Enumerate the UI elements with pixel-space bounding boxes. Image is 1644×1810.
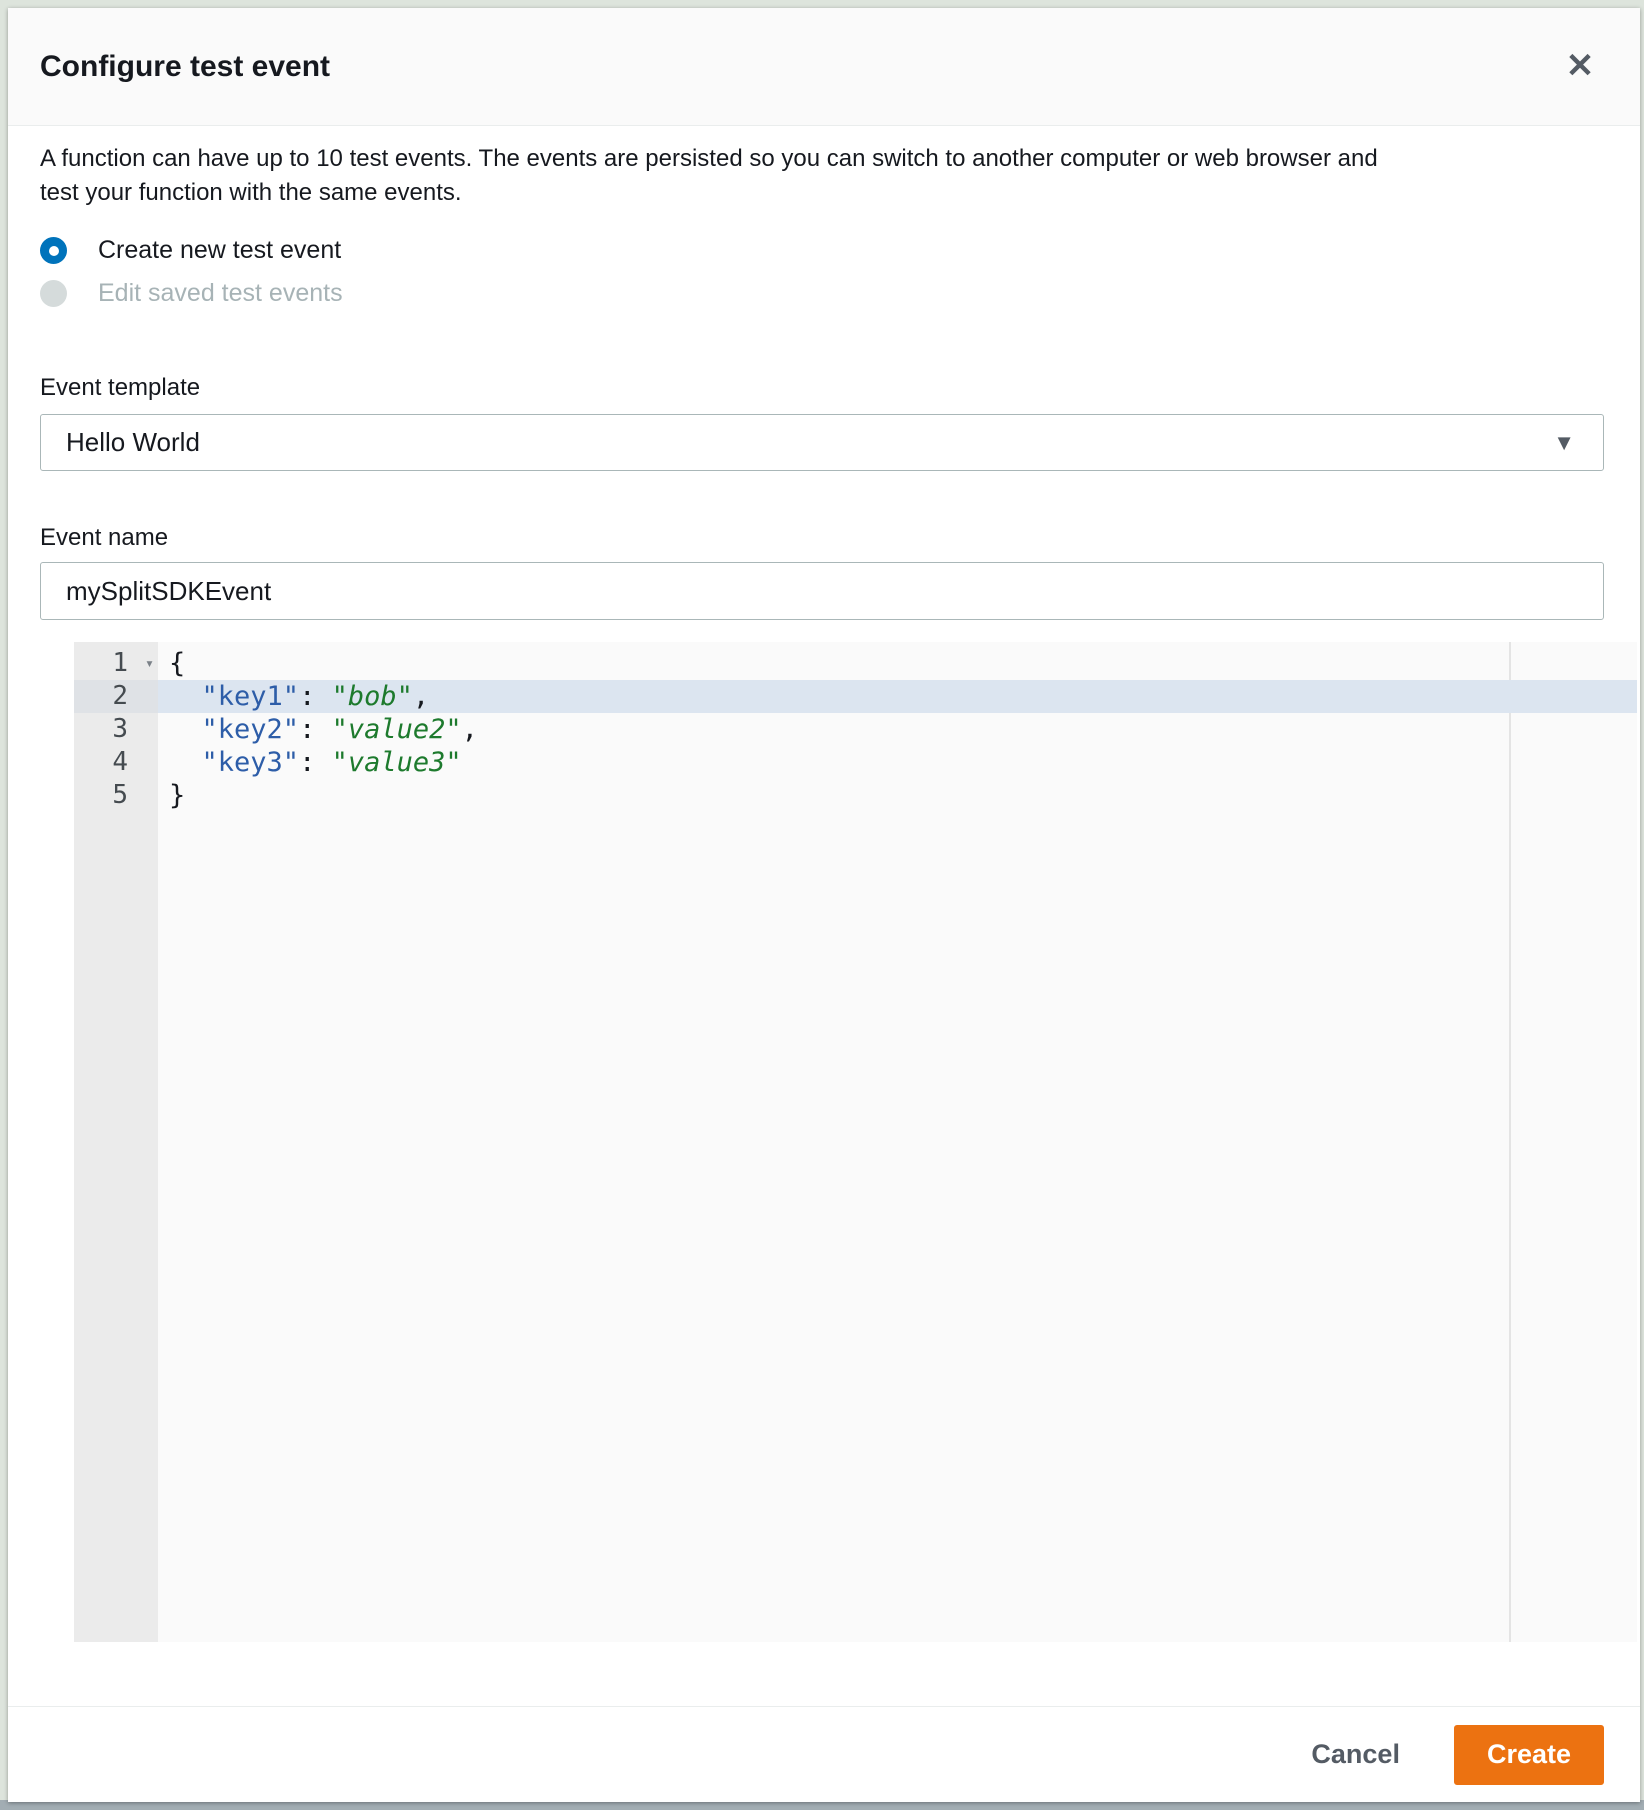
- line-number: 2: [74, 680, 158, 713]
- code-content: "key3": "value3": [201, 747, 462, 778]
- code-editor-lines: [74, 642, 1637, 812]
- cancel-button[interactable]: Cancel: [1311, 1739, 1400, 1769]
- radio-label: Create new test event: [98, 236, 342, 264]
- event-template-selected-value: Hello World: [66, 427, 200, 457]
- test-event-mode-radio-group: [40, 236, 1604, 308]
- code-content: }: [169, 780, 186, 811]
- code-line[interactable]: [74, 680, 1637, 713]
- chevron-down-icon: ▼: [1553, 429, 1575, 455]
- code-line[interactable]: [74, 647, 1637, 680]
- code-content: "key2": "value2",: [201, 714, 478, 745]
- dialog-title: Configure test event: [40, 49, 331, 83]
- radio-selected-icon[interactable]: [40, 237, 67, 264]
- event-name-input[interactable]: [40, 562, 1604, 620]
- radio-create-new-test-event[interactable]: [40, 236, 1604, 265]
- configure-test-event-dialog: [8, 8, 1640, 1802]
- dialog-body: [8, 126, 1640, 1642]
- line-number: 1 ▾: [112, 648, 154, 678]
- radio-label: Edit saved test events: [98, 279, 343, 307]
- json-code-editor[interactable]: [74, 642, 1637, 1642]
- dialog-footer: [8, 1706, 1640, 1802]
- line-number: 3: [112, 714, 128, 744]
- event-name-label: Event name: [40, 524, 169, 551]
- create-button[interactable]: Create: [1454, 1725, 1604, 1785]
- dialog-header: [8, 8, 1640, 126]
- fold-toggle-icon[interactable]: ▾: [144, 654, 154, 672]
- event-template-label: Event template: [40, 374, 201, 401]
- close-icon[interactable]: ✕: [1554, 40, 1606, 92]
- dialog-description: A function can have up to 10 test events. The events are persisted so you can switch to another computer or web browser and test your function with the same events.: [40, 145, 1378, 206]
- radio-disabled-icon: [40, 280, 67, 307]
- radio-edit-saved-test-events: [40, 279, 1604, 308]
- line-number: 5: [112, 780, 128, 810]
- code-line[interactable]: [74, 779, 1637, 812]
- code-content: {: [169, 648, 186, 679]
- code-content: "key1": "bob",: [201, 681, 430, 712]
- event-template-select[interactable]: [40, 414, 1604, 471]
- line-number: 4: [112, 747, 128, 777]
- code-line[interactable]: [74, 746, 1637, 779]
- code-line[interactable]: [74, 713, 1637, 746]
